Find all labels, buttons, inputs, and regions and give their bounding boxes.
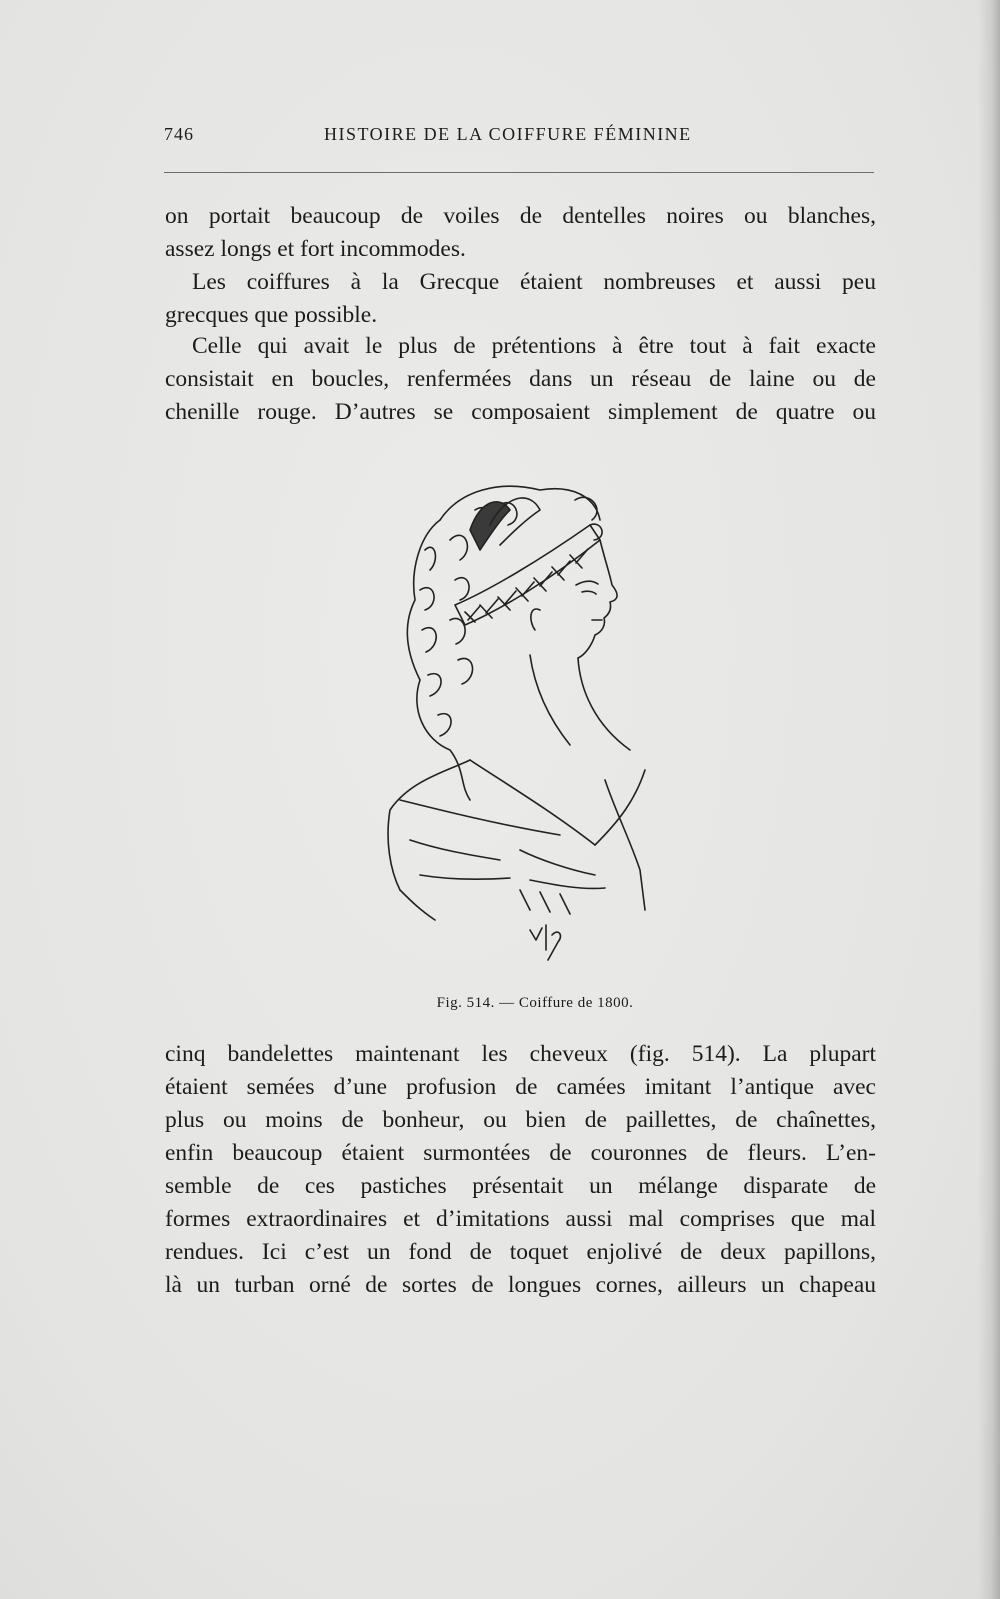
text-line: Les coiffures à la Grecque étaient nombreuses et aussi peu (192, 269, 876, 295)
page-edge (978, 0, 1000, 1599)
page-header (164, 124, 864, 152)
text-line: étaient semées d’une profusion de camées imitant l’antique avec (165, 1074, 876, 1100)
text-line: plus ou moins de bonheur, ou bien de paillettes, de chaînettes, (165, 1107, 876, 1133)
text-line: chenille rouge. D’autres se composaient simplement de quatre ou (165, 399, 876, 425)
text-line: grecques que possible. (165, 302, 378, 328)
portrait-illustration (380, 480, 670, 970)
paragraph-grecque (165, 266, 876, 332)
text-line: on portait beaucoup de voiles de dentelles noires ou blanches, (165, 203, 876, 229)
text-line: cinq bandelettes maintenant les cheveux (fig. 514). La plupart (165, 1041, 876, 1067)
running-title: HISTOIRE DE LA COIFFURE FÉMININE (324, 124, 692, 144)
paragraph-voiles (165, 200, 876, 266)
text-line: enfin beaucoup étaient surmontées de couronnes de fleurs. L’en- (165, 1140, 876, 1166)
text-line: semble de ces pastiches présentait un mélange disparate de (165, 1173, 876, 1199)
figure-caption: Fig. 514. — Coiffure de 1800. (436, 995, 634, 1011)
text-line: assez longs et fort incommodes. (165, 236, 466, 262)
header-rule (164, 172, 874, 173)
paragraph-bandelettes (165, 1038, 876, 1302)
page-number: 746 (164, 124, 194, 144)
paragraph-pretentions (165, 330, 876, 429)
text-line: là un turban orné de sortes de longues cornes, ailleurs un chapeau (165, 1272, 876, 1298)
text-line: consistait en boucles, renfermées dans un réseau de laine ou de (165, 366, 876, 392)
text-line: Celle qui avait le plus de prétentions à être tout à fait exacte (192, 333, 876, 359)
text-line: formes extraordinaires et d’imitations aussi mal comprises que mal (165, 1206, 876, 1232)
text-line: rendues. Ici c’est un fond de toquet enjolivé de deux papillons, (165, 1239, 876, 1265)
